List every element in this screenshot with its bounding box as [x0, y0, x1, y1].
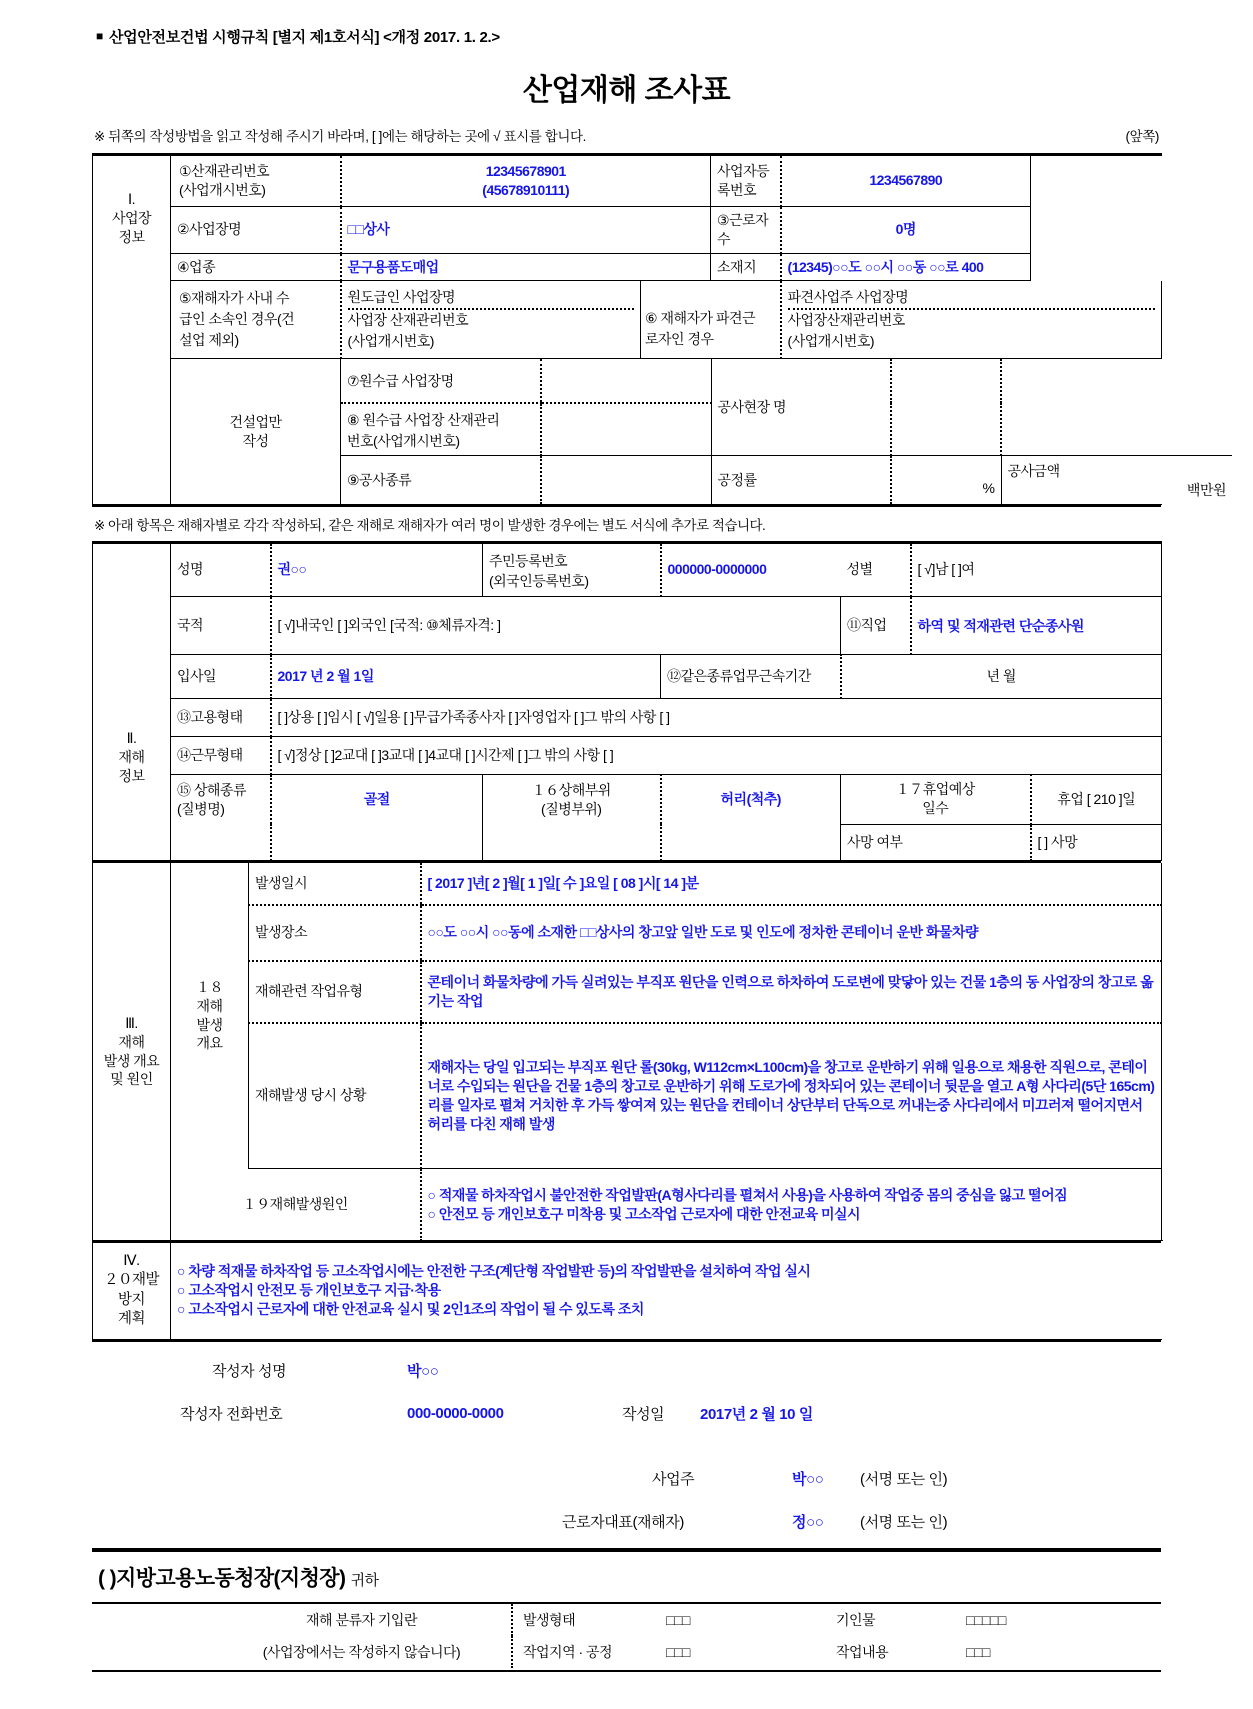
label-construction-only-line-2: 작성: [242, 432, 269, 449]
prevention-item: ○ 고소작업시 근로자에 대한 안전교육 실시 및 2인1조의 작업이 될 수 있도록 조치: [177, 1301, 644, 1318]
section-3-label-line-1: Ⅲ.: [125, 1014, 138, 1031]
boxes-causal-object: □□□□□: [966, 1611, 1006, 1628]
section-3-label-line-3: 발생 개요: [103, 1052, 160, 1069]
section-2-label-top: [93, 542, 171, 654]
boxes-work-content: □□□: [966, 1643, 990, 1660]
value-nationality: [ √]내국인 [ ]외국인 [국적: ⑩체류자격: ]: [277, 616, 501, 633]
label-work-type: ⑭근무형태: [171, 736, 271, 774]
value-written-date: 2017년 2 월 10 일: [700, 1405, 813, 1423]
value-related-work-type: 콘테이너 화물차량에 가득 실려있는 부직포 원단을 인력으로 하차하여 도로변에 맞닿아 있는 건물 1층의 동 사업장의 창고로 옮기는 작업: [427, 973, 1154, 1009]
boxes-work-area-process: □□□: [666, 1643, 690, 1660]
section-1-label: [93, 155, 171, 281]
label-construction-amount: 공사금액: [1007, 463, 1060, 480]
law-reference-text: 산업안전보건법 시행규칙 [별지 제1호서식] <개정 2017. 1. 2.>: [108, 29, 500, 46]
label-writer-name: 작성자 성명: [212, 1362, 287, 1380]
value-employer: 박○○: [792, 1470, 824, 1488]
label-prime-sanjae-number-2-line-1: ⑧ 원수급 사업장 산재관리: [347, 412, 500, 429]
value-name: 권○○: [277, 561, 307, 578]
section-3-table: [92, 863, 1162, 1242]
label-occurrence-datetime: 발생일시: [249, 863, 421, 905]
label-tenure: ⑫같은종류업무근속기간: [661, 654, 841, 698]
label-injury-type-line-1: ⑮ 상해종류: [177, 781, 246, 798]
label-dispatch-sanjae-number: 사업장산재관리번호: [787, 312, 905, 329]
value-tenure: 년 월: [986, 667, 1016, 684]
label-injury-part-line-1: １６상해부위: [531, 781, 611, 798]
label-work-area-process: 작업지역 · 공정: [512, 1636, 662, 1668]
label-work-content: 작업내용: [836, 1643, 889, 1660]
value-situation: 재해자는 당일 입고되는 부직포 원단 롤(30kg, W112cm×L100cm)을 창고로 운반하기 위해 일용으로 채용한 직원으로, 콘테이너로 수입되는 원단을 건물 1층의 창고로 운반하기 위해 도로가에 정차되어 있는 콘테이너 뒷문을 열고 A형 사다리(5단 165cm)리를 일자로 펼쳐 거치한 후 가득 쌓여져 있는 원단을 컨테이너 상단부터 단독으로 꺼내는중 사다리에서 미끄러져 떨어지면서 허리를 다친 재해 발생: [427, 1058, 1155, 1132]
page-title: 산업재해 조사표: [522, 74, 731, 107]
label-prime-sanjae-number-2-line-2: 번호(사업개시번호): [347, 432, 460, 449]
value-occurrence-place: ○○도 ○○시 ○○동에 소재한 □□상사의 창고앞 일반 도로 및 인도에 정차한 콘테이너 운반 화물차량: [427, 924, 979, 941]
section-3-label-line-4: 및 원인: [110, 1071, 153, 1088]
notice-text: ※ 뒤쪽의 작성방법을 읽고 작성해 주시기 바라며, [ ]에는 해당하는 곳에 √ 표시를 합니다.: [94, 129, 587, 144]
label-written-date: 작성일: [622, 1405, 665, 1423]
label-industry: ④업종: [171, 253, 341, 281]
section-4-label: [93, 1243, 171, 1339]
value-gender: [ √]남 [ ]여: [917, 561, 975, 578]
section-4-label-line-1: Ⅳ.: [123, 1252, 140, 1269]
label-causal-object: 기인물: [836, 1611, 876, 1628]
prevention-item: ○ 고소작업시 안전모 등 개인보호구 지급·착용: [177, 1282, 441, 1299]
label-classifier-note-2: (사업장에서는 작성하지 않습니다): [262, 1643, 461, 1660]
label-related-work-type: 재해관련 작업유형: [249, 961, 421, 1023]
cause-item: ○ 안전모 등 개인보호구 미착용 및 고소작업 근로자에 대한 안전교육 미실시: [427, 1205, 861, 1222]
section-1-label-spacer: [93, 281, 171, 504]
classification-table: [92, 1604, 1162, 1668]
value-occupation: 하역 및 적재관련 단순종사원: [917, 617, 1084, 634]
label-amount-unit: 백만원: [1186, 481, 1226, 498]
label-worker-count: ③근로자 수: [711, 206, 781, 253]
section-2-label-line-2: 재해: [118, 748, 145, 765]
label-injury-part-line-2: (질병부위): [541, 801, 602, 818]
section-3-label: [93, 863, 171, 1241]
overview-label-line-2: 재해: [196, 997, 223, 1014]
value-construction-site-name: [891, 359, 1001, 455]
label-injury-type-line-2: (질병명): [177, 801, 225, 818]
value-injury-type: 골절: [363, 790, 390, 807]
label-business-reg-number: 사업자등록번호: [711, 155, 781, 207]
section-2-label-line-1: Ⅱ.: [126, 729, 137, 746]
value-prime-workplace-name: [541, 359, 711, 403]
value-writer-phone: 000-0000-0000: [407, 1404, 504, 1422]
label-percent-sign: %: [982, 479, 995, 496]
value-workplace-name: □□상사: [347, 221, 390, 238]
label-classifier-note-1: 재해 분류자 기입란: [306, 1611, 417, 1628]
section-1-table: [92, 153, 1226, 505]
label-subcontractor-line-3: 설업 제외): [179, 332, 239, 349]
value-work-type: [ √]정상 [ ]2교대 [ ]3교대 [ ]4교대 [ ]시간제 [ ]그 밖의 사항 [ ]: [277, 746, 614, 763]
label-hire-date: 입사일: [171, 654, 271, 698]
label-workplace-name: ②사업장명: [171, 206, 341, 253]
label-name: 성명: [171, 542, 271, 596]
label-rrn-line-2: (외국인등록번호): [489, 572, 589, 589]
value-writer-name: 박○○: [407, 1362, 439, 1380]
value-business-start-number: (45678910111): [482, 181, 570, 198]
label-construction-site-name: 공사현장 명: [711, 359, 891, 455]
cause-item: ○ 적재물 하차작업시 불안전한 작업발판(A형사다리를 펼쳐서 사용)을 사용하여 작업중 몸의 중심을 잃고 떨어짐: [427, 1186, 1068, 1203]
label-employment-type: ⑬고용형태: [171, 698, 271, 736]
prevention-item: ○ 차량 적재물 하차작업 등 고소작업시에는 안전한 구조(계단형 작업발판 등)의 작업발판을 설치하여 작업 실시: [177, 1263, 811, 1280]
bullet-square-icon: ■: [96, 29, 103, 43]
label-death-status: 사망 여부: [841, 824, 1031, 860]
label-dispatched-worker-line-2: 로자인 경우: [645, 330, 714, 347]
value-construction-type: [541, 456, 711, 504]
employer-seal-note: (서명 또는 인): [860, 1470, 948, 1488]
label-construction-type: ⑨공사종류: [341, 456, 541, 504]
law-reference-line: [96, 26, 1161, 47]
section-4-table: [92, 1243, 1162, 1340]
section-2-label-line-3: 정보: [118, 767, 145, 784]
section-4-label-line-2: ２０재발: [103, 1272, 159, 1289]
value-worker-count: 0명: [895, 221, 916, 238]
boxes-occurrence-form: □□□: [666, 1611, 690, 1628]
value-business-reg-number: 1234567890: [869, 172, 943, 189]
overview-label-line-4: 개요: [196, 1035, 223, 1052]
side-note: (앞쪽): [1125, 129, 1159, 144]
value-rrn: 000000-0000000: [667, 561, 767, 578]
label-gender: 성별: [841, 542, 911, 596]
value-hire-date: 2017 년 2 월 1일: [277, 667, 374, 684]
authority-name: ( )지방고용노동청장(지청장): [98, 1566, 346, 1590]
section-1-label-line-2: 사업장: [111, 210, 152, 227]
value-injury-part: 허리(척추): [720, 790, 781, 807]
section-3-label-line-2: 재해: [118, 1033, 145, 1050]
authority-suffix: 귀하: [350, 1571, 379, 1589]
value-employment-type: [ ]상용 [ ]임시 [ √]일용 [ ]무급가족종사자 [ ]자영업자 [ ]그 밖의 사항 [ ]: [277, 708, 670, 725]
section-1-label-line-3: 정보: [118, 228, 145, 245]
label-progress-rate: 공정률: [711, 456, 891, 504]
value-prime-sanjae-number-2: [541, 403, 711, 455]
value-sanjae-number: 12345678901: [485, 163, 566, 179]
label-subcontractor-line-2: 급인 소속인 경우(건: [179, 311, 295, 328]
overview-label-line-3: 발생: [196, 1016, 223, 1033]
label-occurrence-place: 발생장소: [249, 905, 421, 961]
label-situation: 재해발생 당시 상황: [249, 1023, 421, 1169]
label-writer-phone: 작성자 전화번호: [180, 1405, 283, 1423]
value-death-status: [ ] 사망: [1037, 833, 1078, 850]
overview-label: [171, 863, 249, 1169]
label-worker-rep: 근로자대표(재해자): [562, 1513, 684, 1531]
section-1-label-line-1: Ⅰ.: [127, 191, 136, 208]
value-industry: 문구용품도매업: [347, 258, 439, 275]
value-occurrence-datetime: [ 2017 ]년[ 2 ]월[ 1 ]일[ 수 ]요일 [ 08 ]시[ 14 ]분: [427, 874, 699, 891]
signature-block: [92, 1360, 1161, 1532]
label-employer: 사업주: [652, 1470, 695, 1488]
label-prime-contractor-name: 원도급인 사업장명: [348, 287, 635, 310]
worker-rep-seal-note: (서명 또는 인): [860, 1513, 948, 1531]
label-prime-start-number: (사업개시번호): [347, 333, 434, 350]
label-leave-days-line-1: １７휴업예상: [895, 781, 975, 798]
label-occurrence-form: 발생형태: [512, 1604, 662, 1636]
label-location: 소재지: [711, 253, 781, 281]
label-nationality: 국적: [171, 596, 271, 654]
authority-line: [98, 1562, 1161, 1592]
value-worker-rep: 정○○: [792, 1513, 824, 1531]
section-2-table: [92, 541, 1162, 861]
mid-note: ※ 아래 항목은 재해자별로 각각 작성하되, 같은 재해로 재해자가 여러 명이 발생한 경우에는 별도 서식에 추가로 적습니다.: [94, 517, 766, 533]
label-rrn-line-1: 주민등록번호: [489, 552, 568, 569]
label-sanjae-number: ①산재관리번호: [179, 163, 270, 179]
value-leave-days: 휴업 [ 210 ]일: [1057, 790, 1136, 807]
label-leave-days-line-2: 일수: [922, 800, 949, 817]
label-prime-workplace-name: ⑦원수급 사업장명: [341, 359, 541, 403]
label-dispatched-worker-line-1: ⑥ 재해자가 파견근: [645, 309, 755, 326]
overview-label-line-1: １８: [196, 978, 223, 995]
label-dispatch-employer-name: 파견사업주 사업장명: [788, 287, 1156, 310]
section-4-label-line-3: 방지: [117, 1291, 145, 1308]
section-4-label-line-4: 계획: [117, 1311, 145, 1328]
notice-bar: [94, 125, 1159, 145]
label-construction-only-line-1: 건설업만: [229, 414, 282, 430]
label-prime-sanjae-number: 사업장 산재관리번호: [347, 312, 469, 329]
value-construction-site-extra: [1001, 359, 1232, 455]
value-location: (12345)○○도 ○○시 ○○동 ○○로 400: [787, 258, 984, 275]
label-subcontractor-line-1: ⑤재해자가 사내 수: [179, 290, 289, 307]
label-business-start-number: (사업개시번호): [179, 181, 266, 198]
section-2-label: [93, 654, 171, 860]
label-dispatch-start-number: (사업개시번호): [787, 333, 874, 350]
label-accident-cause: １９재해발생원인: [171, 1169, 421, 1241]
label-occupation: ⑪직업: [841, 596, 911, 654]
